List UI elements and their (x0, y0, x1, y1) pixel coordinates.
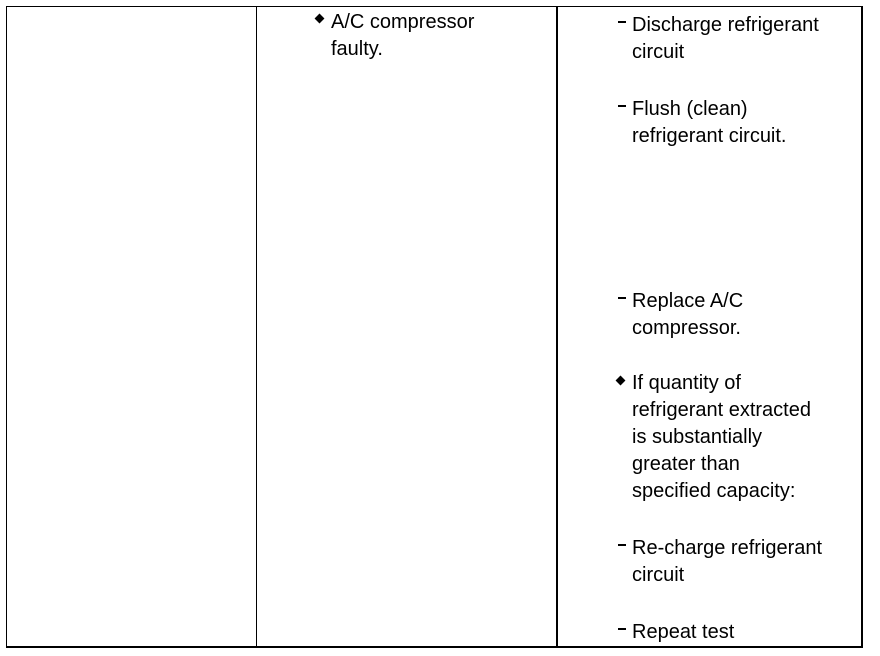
step-flush (632, 96, 787, 150)
step-line: compressor. (632, 317, 741, 339)
dash-bullet-icon (618, 21, 626, 23)
step-line: Flush (clean) (632, 98, 748, 120)
step-repeat-test (632, 619, 734, 646)
dash-bullet-icon (618, 544, 626, 546)
condition-line: If quantity of (632, 372, 741, 394)
condition-line: is substantially (632, 426, 763, 448)
step-line: Replace A/C (632, 290, 744, 312)
cause-text (331, 9, 474, 63)
step-line: circuit (632, 564, 685, 586)
condition-line: specified capacity: (632, 480, 796, 502)
column-divider-1 (256, 6, 257, 648)
dash-bullet-icon (618, 628, 626, 630)
condition-line: greater than (632, 453, 740, 475)
condition-text (632, 370, 811, 505)
step-discharge (632, 12, 819, 66)
step-recharge (632, 535, 822, 589)
step-line: Repeat test (632, 621, 735, 643)
condition-line: refrigerant extracted (632, 399, 811, 421)
step-line: circuit (632, 41, 685, 63)
step-line: refrigerant circuit. (632, 125, 787, 147)
dash-bullet-icon (618, 105, 626, 107)
column-divider-2 (556, 6, 558, 648)
step-line: Re-charge refrigerant (632, 537, 823, 559)
step-replace (632, 288, 743, 342)
dash-bullet-icon (618, 297, 626, 299)
cause-line-2: faulty. (331, 38, 383, 60)
cause-line-1: A/C compressor (331, 11, 475, 33)
step-line: Discharge refrigerant (632, 14, 819, 36)
